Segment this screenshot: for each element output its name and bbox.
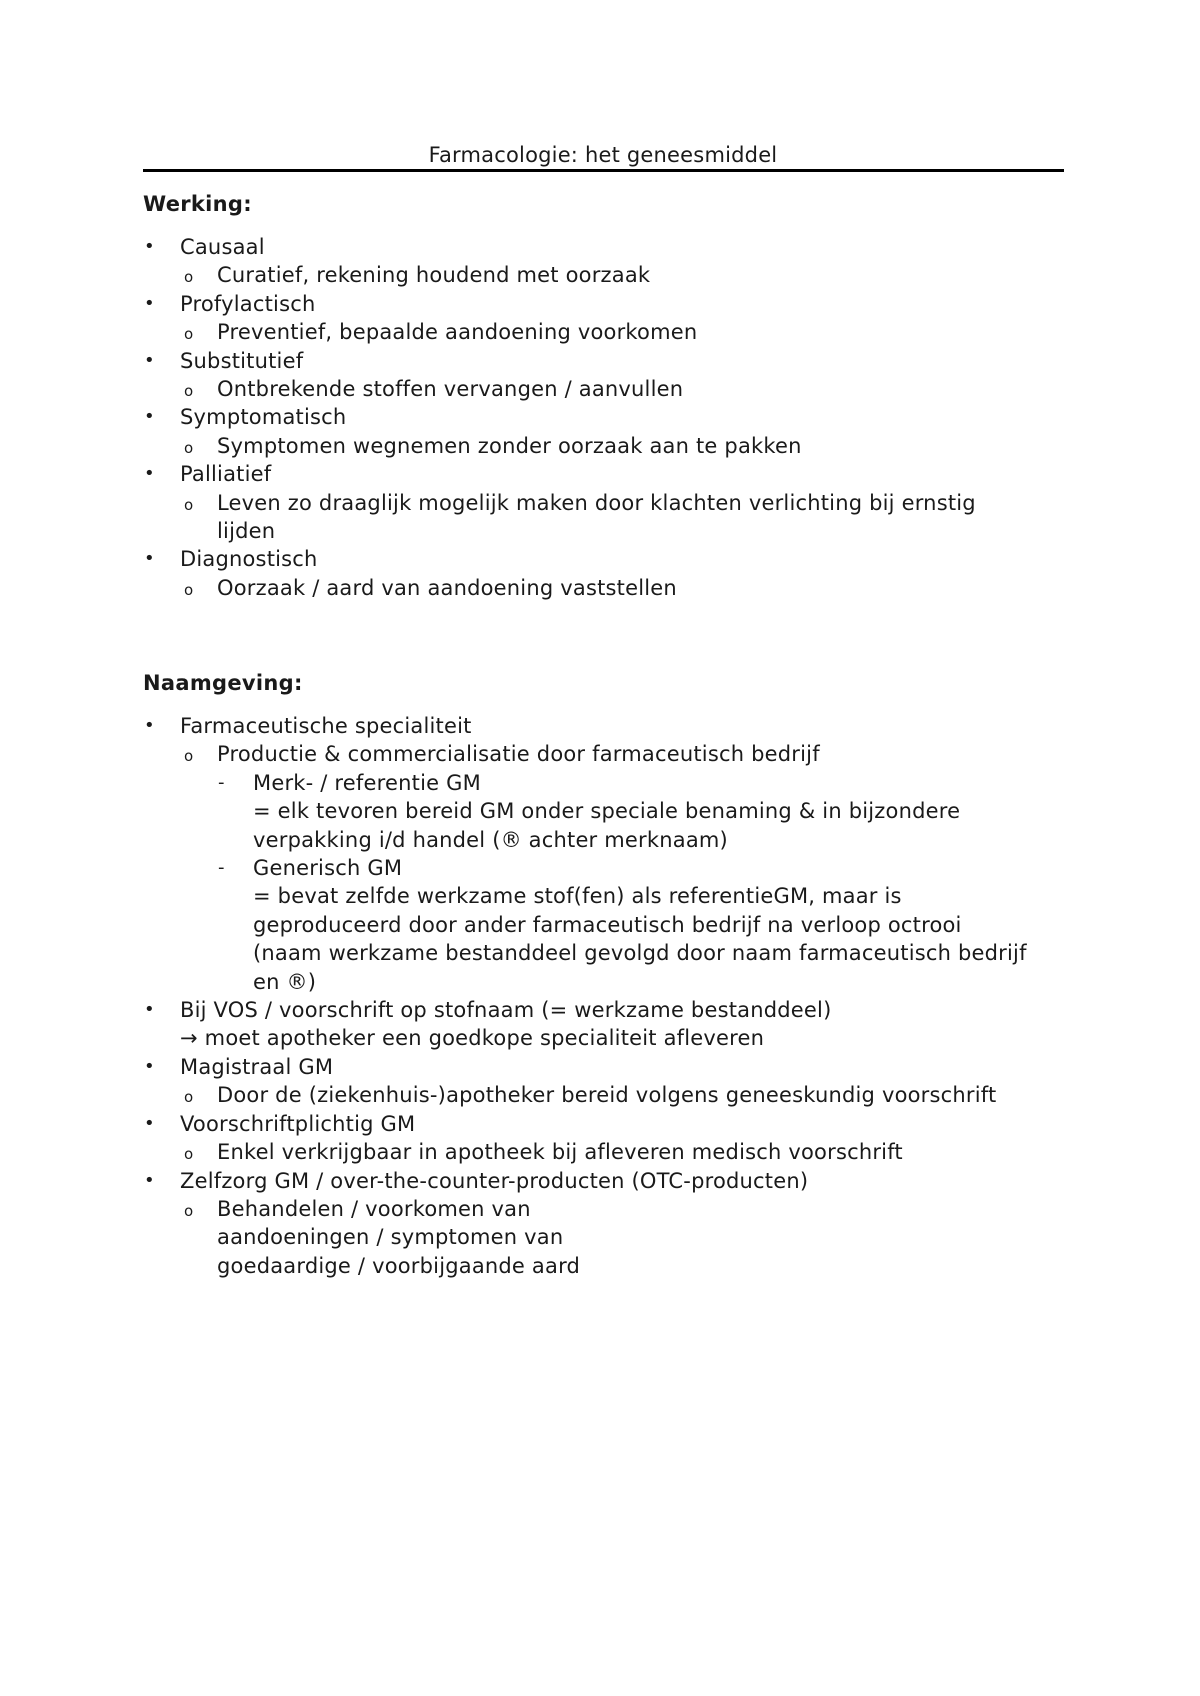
bullet-icon: • (144, 999, 155, 1021)
list-item-causaal: • Causaal (143, 233, 1073, 261)
section-heading-werking: Werking: (143, 192, 252, 216)
sub-item: o Symptomen wegnemen zonder oorzaak aan te pakken (143, 432, 1073, 460)
sub-sub-item-generisch: - Generisch GM = bevat zelfde werkzame stof(fen) als referentieGM, maar is geproduceerd door ander farmaceutisch bedrijf na verloop octrooi (naam werkzame bestanddeel gevolgd door naam farmaceutisch bedrijf en ®) (218, 856, 1027, 994)
list-item-farmaceutische-specialiteit: • Farmaceutische specialiteit (143, 712, 1073, 740)
list-item-palliatief: • Palliatief (143, 460, 1073, 488)
circle-bullet-icon: o (184, 495, 194, 514)
section-heading-naamgeving: Naamgeving: (143, 671, 303, 695)
list-item-voorschriftplichtig: • Voorschriftplichtig GM (143, 1110, 1073, 1138)
sub-item: o Ontbrekende stoffen vervangen / aanvullen (143, 375, 1073, 403)
list-item-vos: • Bij VOS / voorschrift op stofnaam (= werkzame bestanddeel) → moet apotheker een goedkope specialiteit afleveren (144, 998, 832, 1051)
werking-list (143, 233, 1073, 602)
header-rule (143, 169, 1064, 172)
bullet-icon: • (144, 1169, 155, 1191)
circle-bullet-icon: o (184, 325, 194, 344)
sub-item: o Leven zo draaglijk mogelijk maken door klachten verlichting bij ernstig lijden (184, 490, 976, 544)
sub-item: o Door de (ziekenhuis-)apotheker bereid volgens geneeskundig voorschrift (143, 1081, 1073, 1109)
list-item-diagnostisch: • Diagnostisch (143, 545, 1073, 573)
sub-item: o Enkel verkrijgbaar in apotheek bij afleveren medisch voorschrift (143, 1138, 1073, 1166)
circle-bullet-icon: o (184, 1088, 194, 1107)
sub-item: o Oorzaak / aard van aandoening vaststellen (143, 574, 1073, 602)
sub-item: o Curatief, rekening houdend met oorzaak (143, 261, 1073, 289)
circle-bullet-icon: o (184, 438, 194, 457)
sub-item: o Productie & commercialisatie door farmaceutisch bedrijf (143, 740, 1073, 768)
dash-bullet-icon: - (218, 857, 225, 879)
circle-bullet-icon: o (184, 747, 194, 766)
sub-item: o Behandelen / voorkomen van aandoeningen / symptomen van goedaardige / voorbijgaande aard (184, 1196, 581, 1278)
naamgeving-list (143, 712, 1073, 1280)
list-item-profylactisch: • Profylactisch (143, 290, 1073, 318)
circle-bullet-icon: o (184, 1201, 194, 1220)
circle-bullet-icon: o (184, 1145, 194, 1164)
bullet-icon: • (144, 463, 155, 485)
circle-bullet-icon: o (184, 580, 194, 599)
sub-item: o Preventief, bepaalde aandoening voorkomen (143, 318, 1073, 346)
circle-bullet-icon: o (184, 382, 194, 401)
bullet-icon: • (144, 406, 155, 428)
bullet-icon: • (144, 236, 155, 257)
dash-bullet-icon: - (218, 771, 225, 793)
list-item-symptomatisch: • Symptomatisch (143, 403, 1073, 431)
circle-bullet-icon: o (184, 268, 194, 287)
bullet-icon: • (144, 349, 155, 371)
bullet-icon: • (144, 292, 155, 314)
bullet-icon: • (144, 548, 155, 570)
list-item-substitutief: • Substitutief (143, 347, 1073, 375)
list-item-magistraal: • Magistraal GM (143, 1053, 1073, 1081)
list-item-zelfzorg: • Zelfzorg GM / over-the-counter-producten (OTC-producten) (143, 1167, 1073, 1195)
bullet-icon: • (144, 715, 155, 736)
bullet-icon: • (144, 1112, 155, 1134)
bullet-icon: • (144, 1055, 155, 1077)
page-title: Farmacologie: het geneesmiddel (428, 143, 778, 167)
sub-sub-item-merk: - Merk- / referentie GM = elk tevoren bereid GM onder speciale benaming & in bijzondere verpakking i/d handel (® achter merknaam) (218, 770, 961, 852)
